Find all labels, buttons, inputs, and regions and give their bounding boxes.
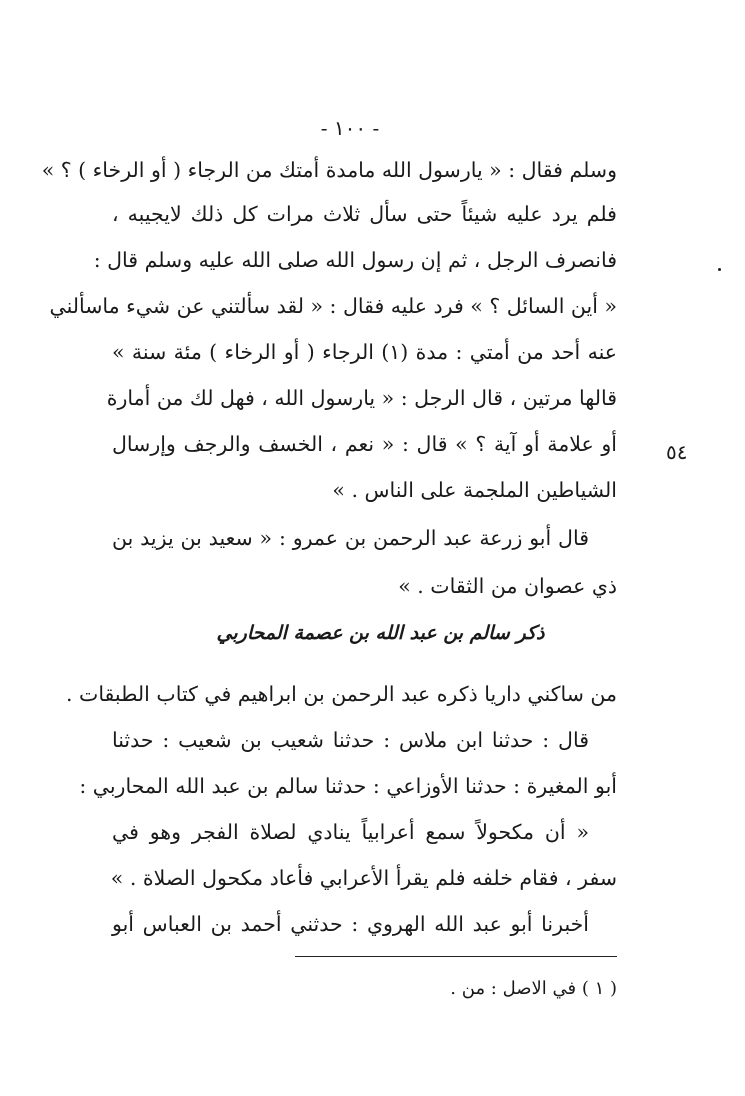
margin-dot <box>718 268 721 271</box>
text-line: الشياطين الملجمة على الناس . » <box>332 478 617 502</box>
text-line: قالها مرتين ، قال الرجل : « يارسول الله ، فهل لك من أمارة <box>106 386 617 410</box>
text-line: قال أبو زرعة عبد الرحمن بن عمرو : « سعيد بن يزيد بن <box>112 526 589 550</box>
text-line: « أن مكحولاً سمع أعرابياً ينادي لصلاة الفجر وهو في <box>112 820 589 844</box>
margin-number: ٥٤ <box>666 440 688 464</box>
text-line: أو علامة أو آية ؟ » قال : « نعم ، الخسف والرجف وإرسال <box>112 432 617 456</box>
text-line: عنه أحد من أمتي : مدة (١) الرجاء ( أو الرخاء ) مئة سنة » <box>112 340 617 364</box>
text-line: « أين السائل ؟ » فرد عليه فقال : « لقد سألتني عن شيء ماسألني <box>49 294 617 318</box>
text-line: فلم يرد عليه شيئاً حتى سأل ثلاث مرات كل ذلك لايجيبه ، <box>112 202 617 226</box>
text-line: أخبرنا أبو عبد الله الهروي : حدثني أحمد بن العباس أبو <box>112 912 589 936</box>
page-number: - ١٠٠ - <box>320 116 380 140</box>
section-heading: ذكر سالم بن عبد الله بن عصمة المحاربي <box>216 622 545 644</box>
text-line: من ساكني داريا ذكره عبد الرحمن بن ابراهيم في كتاب الطبقات . <box>65 682 617 706</box>
text-line: وسلم فقال : « يارسول الله مامدة أمتك من الرجاء ( أو الرخاء ) ؟ » <box>41 158 617 182</box>
text-line: قال : حدثنا ابن ملاس : حدثنا شعيب بن شعيب : حدثنا <box>112 728 589 752</box>
text-line: فانصرف الرجل ، ثم إن رسول الله صلى الله عليه وسلم قال : <box>93 248 617 272</box>
footnote: ( ١ ) في الاصل : من . <box>450 978 617 999</box>
text-line: سفر ، فقام خلفه فلم يقرأ الأعرابي فأعاد مكحول الصلاة . » <box>110 866 617 890</box>
footnote-divider <box>295 956 617 957</box>
text-line: ذي عصوان من الثقات . » <box>398 574 617 598</box>
text-line: أبو المغيرة : حدثنا الأوزاعي : حدثنا سالم بن عبد الله المحاربي : <box>79 774 617 798</box>
